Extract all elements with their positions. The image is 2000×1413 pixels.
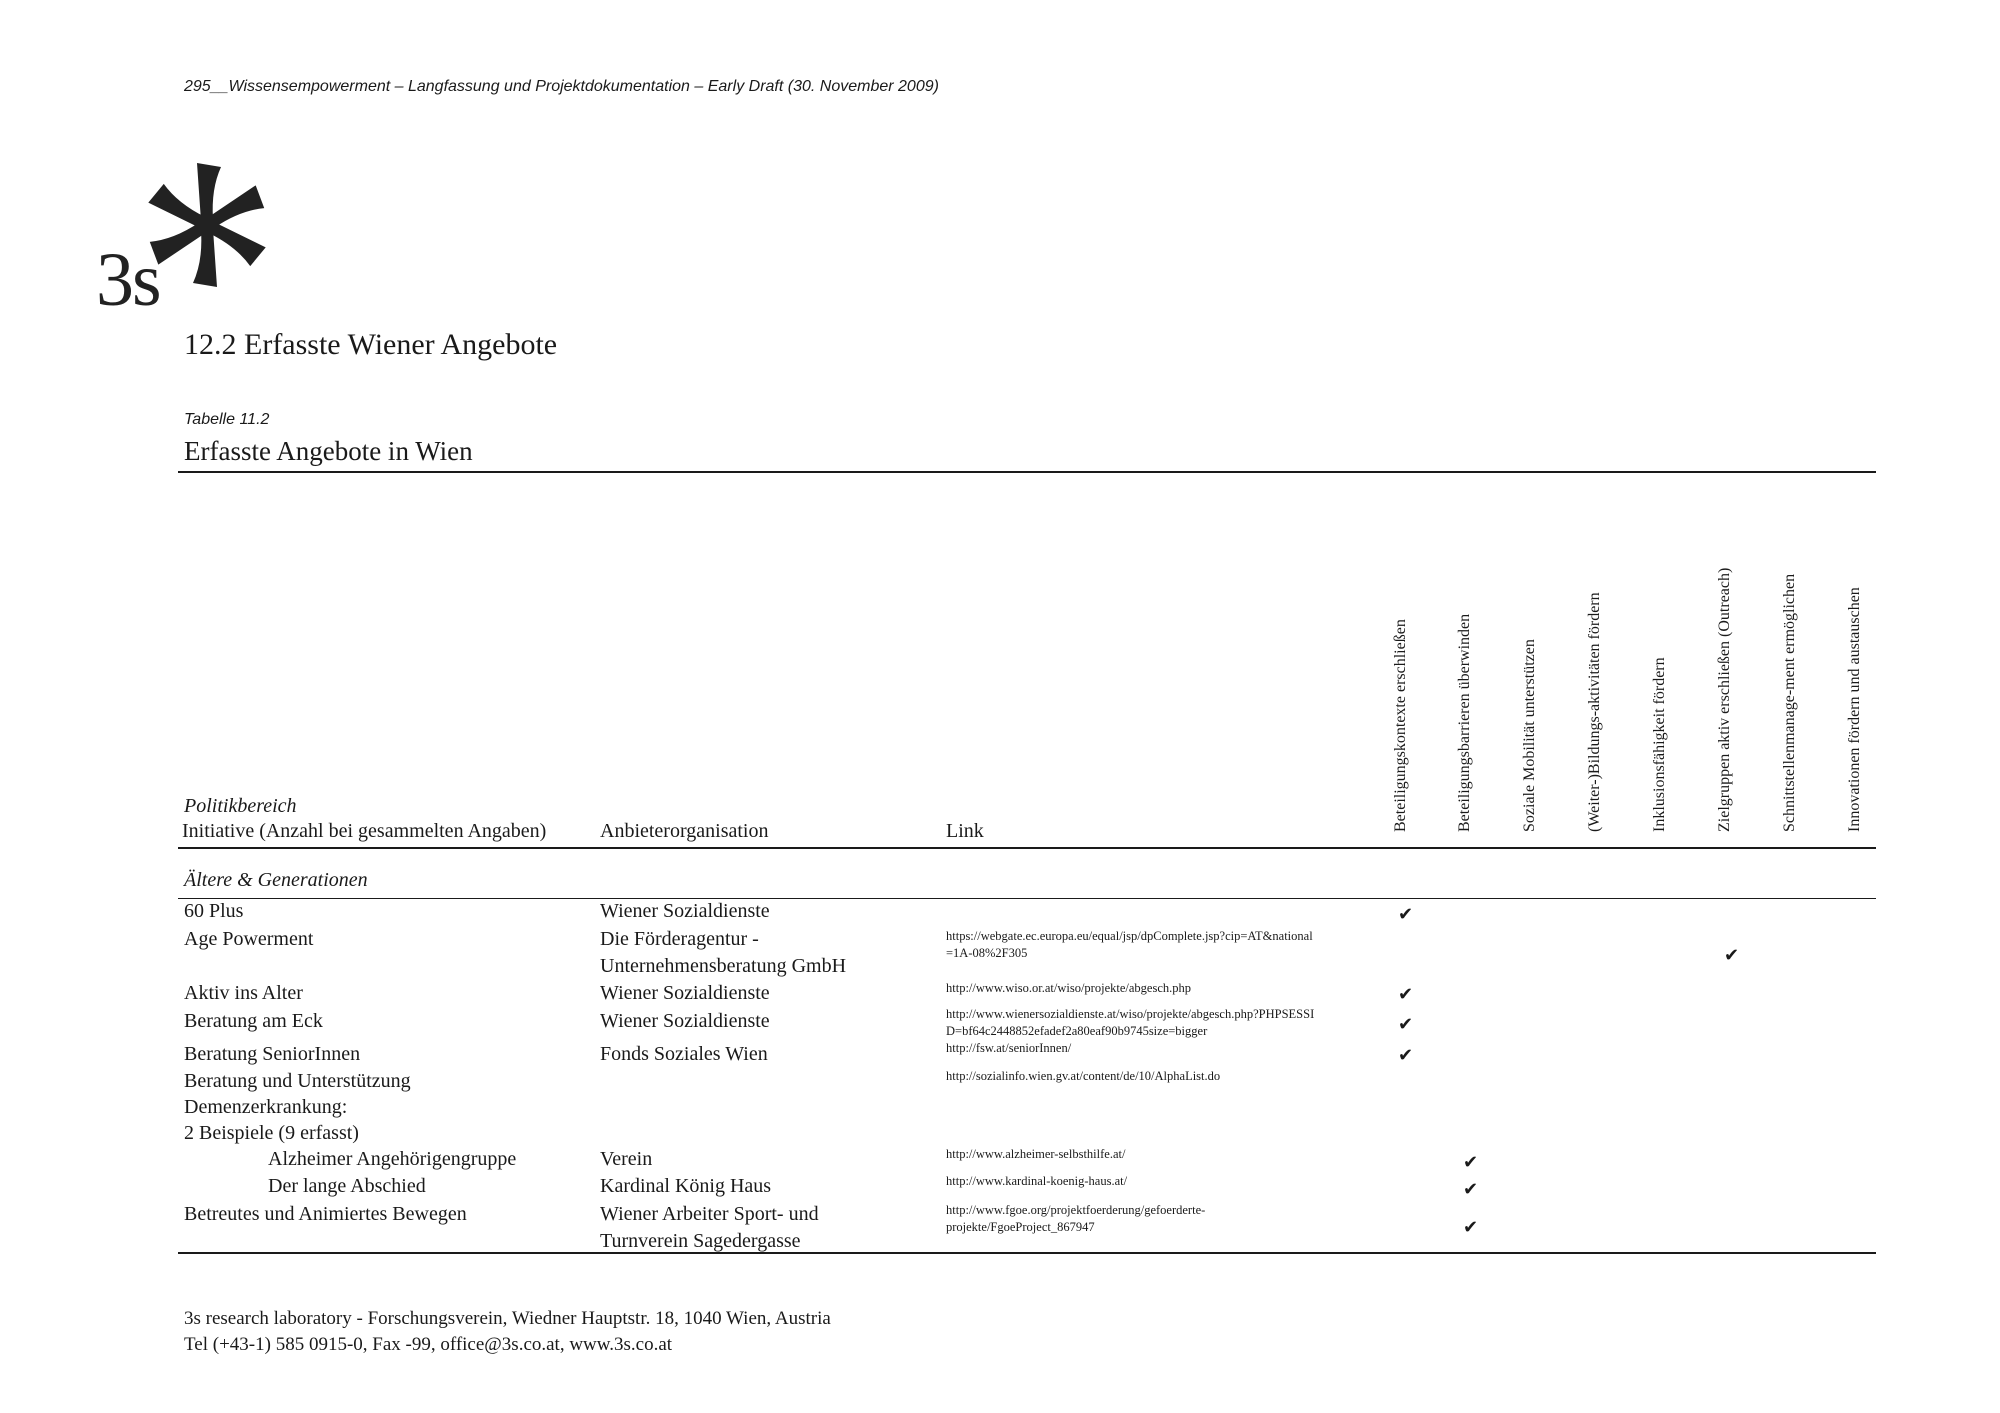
check-mark-icon: ✔ <box>1463 1217 1479 1237</box>
table-row-link[interactable]: D=bf64c2448852efadef2a80eaf90b9745size=bigger <box>946 1024 1208 1038</box>
table-row-anbieter: Wiener Arbeiter Sport- und <box>600 1203 819 1225</box>
table-row-link[interactable]: http://www.wiso.or.at/wiso/projekte/abgesch.php <box>946 981 1191 995</box>
header-politikbereich: Politikbereich <box>184 795 297 817</box>
table-row-anbieter: Wiener Sozialdienste <box>600 900 770 922</box>
header-criterion-6: Zielgruppen aktiv erschließen (Outreach) <box>1716 567 1733 832</box>
table-row-initiative: Beratung am Eck <box>184 1010 323 1032</box>
table-row-anbieter: Verein <box>600 1148 653 1170</box>
table-row-anbieter: Fonds Soziales Wien <box>600 1043 768 1065</box>
table-row-initiative: Demenzerkrankung: <box>184 1096 348 1118</box>
table-row-initiative: Beratung und Unterstützung <box>184 1070 411 1092</box>
table-row-initiative: Aktiv ins Alter <box>184 982 303 1004</box>
table-row-initiative: Betreutes und Animiertes Bewegen <box>184 1203 467 1225</box>
group-label: Ältere & Generationen <box>184 869 368 891</box>
section-title: 12.2 Erfasste Wiener Angebote <box>184 328 558 361</box>
table-row-link[interactable]: http://sozialinfo.wien.gv.at/content/de/10/AlphaList.do <box>946 1069 1221 1083</box>
header-criterion-5: Inklusionsfähigkeit fördern <box>1651 657 1668 832</box>
header-initiative: Initiative (Anzahl bei gesammelten Angaben) <box>182 820 547 842</box>
table-row-anbieter: Kardinal König Haus <box>600 1175 772 1197</box>
table-row-initiative: 2 Beispiele (9 erfasst) <box>184 1122 359 1144</box>
table-row-anbieter: Wiener Sozialdienste <box>600 982 770 1004</box>
table-row-initiative: Alzheimer Angehörigengruppe <box>268 1148 517 1170</box>
check-mark-icon: ✔ <box>1463 1152 1479 1172</box>
check-mark-icon: ✔ <box>1398 1045 1414 1065</box>
table-row-anbieter: Turnverein Sagedergasse <box>600 1230 801 1252</box>
table-row-initiative: 60 Plus <box>184 900 244 922</box>
table-row-initiative: Der lange Abschied <box>268 1175 426 1197</box>
header-criterion-4: (Weiter-)Bildungs-aktivitäten fördern <box>1586 592 1603 832</box>
footer-address: 3s research laboratory - Forschungsverein, Wiedner Hauptstr. 18, 1040 Wien, Austria <box>184 1308 831 1329</box>
logo-text: 3s <box>96 238 160 322</box>
table-row-link[interactable]: http://www.alzheimer-selbsthilfe.at/ <box>946 1147 1126 1161</box>
check-mark-icon: ✔ <box>1724 945 1740 965</box>
table-row-link[interactable]: projekte/FgoeProject_867947 <box>946 1220 1095 1234</box>
header-criterion-8: Innovationen fördern und austauschen <box>1846 587 1863 832</box>
check-mark-icon: ✔ <box>1398 904 1414 924</box>
header-bottom-rule <box>178 847 1876 849</box>
table-row-link[interactable]: =1A-08%2F305 <box>946 946 1028 960</box>
header-criterion-1: Beteiligungskontexte erschließen <box>1392 619 1409 832</box>
logo <box>96 150 286 328</box>
table-row-anbieter: Unternehmensberatung GmbH <box>600 955 847 977</box>
table-row-link[interactable]: https://webgate.ec.europa.eu/equal/jsp/dpComplete.jsp?cip=AT&national <box>946 929 1313 943</box>
header-anbieter: Anbieterorganisation <box>600 820 769 842</box>
table-row-initiative: Age Powerment <box>184 928 314 950</box>
footer-contact: Tel (+43-1) 585 0915-0, Fax -99, office@3s.co.at, www.3s.co.at <box>184 1334 673 1355</box>
header-criterion-2: Beteiligungsbarrieren überwinden <box>1456 613 1473 832</box>
check-mark-icon: ✔ <box>1398 984 1414 1004</box>
table-row-link[interactable]: http://fsw.at/seniorInnen/ <box>946 1041 1072 1055</box>
header-criterion-7: Schnittstellenmanage-ment ermöglichen <box>1781 573 1798 832</box>
check-mark-icon: ✔ <box>1463 1179 1479 1199</box>
header-criterion-3: Soziale Mobilität unterstützen <box>1521 639 1538 832</box>
page-footer <box>184 1306 831 1358</box>
table-row-link[interactable]: http://www.kardinal-koenig-haus.at/ <box>946 1174 1128 1188</box>
running-header: 295__Wissensempowerment – Langfassung und Projektdokumentation – Early Draft (30. November 2009) <box>184 78 939 95</box>
table-top-rule <box>178 471 1876 473</box>
table-row-initiative: Beratung SeniorInnen <box>184 1043 361 1065</box>
group-rule <box>178 898 1876 899</box>
table-caption: Tabelle 11.2 <box>184 411 270 428</box>
header-link: Link <box>946 820 984 842</box>
check-mark-icon: ✔ <box>1398 1014 1414 1034</box>
table-bottom-rule <box>178 1252 1876 1254</box>
table-row-link[interactable]: http://www.wienersozialdienste.at/wiso/projekte/abgesch.php?PHPSESSI <box>946 1007 1315 1021</box>
table-title: Erfasste Angebote in Wien <box>184 436 473 466</box>
table-row-link[interactable]: http://www.fgoe.org/projektfoerderung/gefoerderte- <box>946 1203 1206 1217</box>
table-row-anbieter: Die Förderagentur - <box>600 928 759 950</box>
table-row-anbieter: Wiener Sozialdienste <box>600 1010 770 1032</box>
